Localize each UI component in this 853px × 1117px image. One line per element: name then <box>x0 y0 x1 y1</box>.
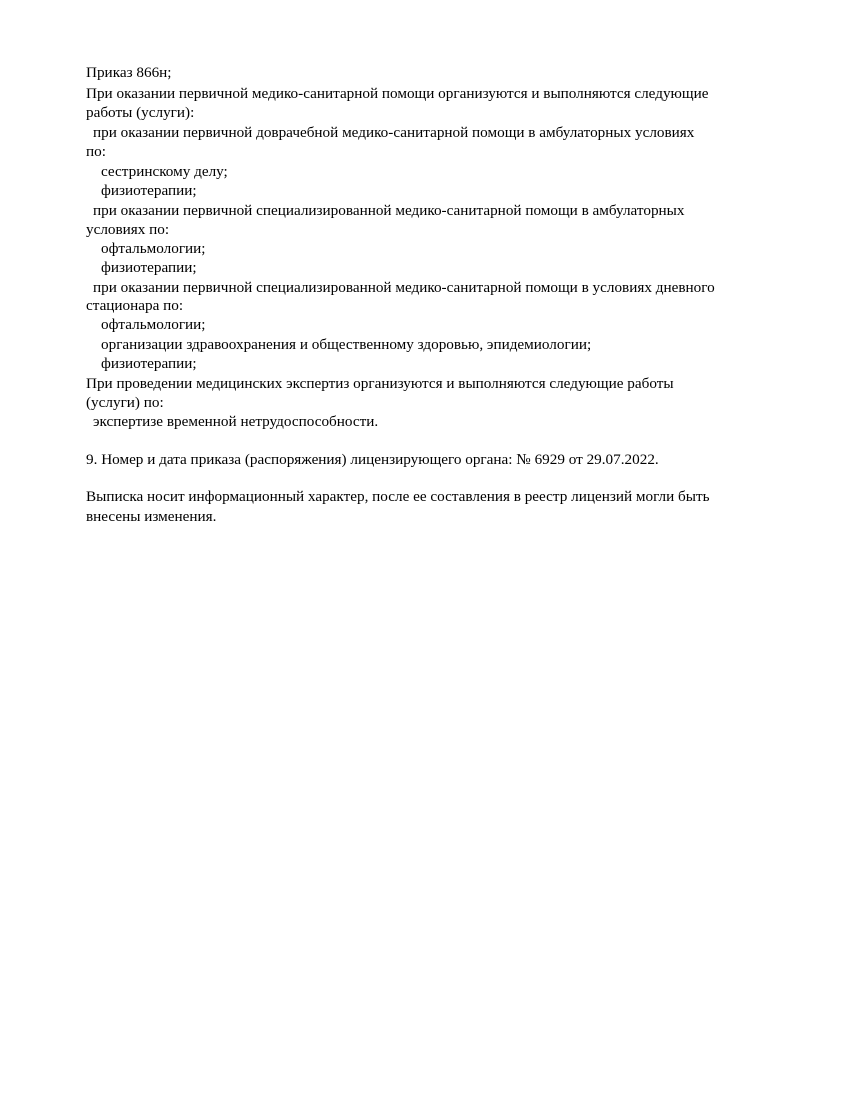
order-number-line: 9. Номер и дата приказа (распоряжения) лицензирующего органа: № 6929 от 29.07.2022. <box>86 451 659 468</box>
text-line: офтальмологии; <box>101 316 206 333</box>
text-line: при оказании первичной специализированной медико-санитарной помощи в условиях дневного <box>93 279 715 296</box>
text-line: работы (услуги): <box>86 104 195 121</box>
text-line: при оказании первичной специализированной медико-санитарной помощи в амбулаторных <box>93 202 685 219</box>
text-line: условиях по: <box>86 221 170 238</box>
text-line: (услуги) по: <box>86 394 164 411</box>
text-line: стационара по: <box>86 297 184 314</box>
text-line: офтальмологии; <box>101 240 206 257</box>
text-line: физиотерапии; <box>101 355 197 372</box>
text-line: при оказании первичной доврачебной медико-санитарной помощи в амбулаторных условиях <box>93 124 695 141</box>
disclaimer-line: Выписка носит информационный характер, после ее составления в реестр лицензий могли быть <box>86 488 710 505</box>
text-line: экспертизе временной нетрудоспособности. <box>93 413 379 430</box>
text-line: Приказ 866н; <box>86 64 172 81</box>
text-line: физиотерапии; <box>101 182 197 199</box>
text-line: сестринскому делу; <box>101 163 228 180</box>
text-line: организации здравоохранения и общественному здоровью, эпидемиологии; <box>101 336 592 353</box>
text-line: физиотерапии; <box>101 259 197 276</box>
text-line: При оказании первичной медико-санитарной помощи организуются и выполняются следующие <box>86 85 709 102</box>
text-line: При проведении медицинских экспертиз организуются и выполняются следующие работы <box>86 375 674 392</box>
text-line: по: <box>86 143 106 160</box>
disclaimer-line: внесены изменения. <box>86 508 217 525</box>
